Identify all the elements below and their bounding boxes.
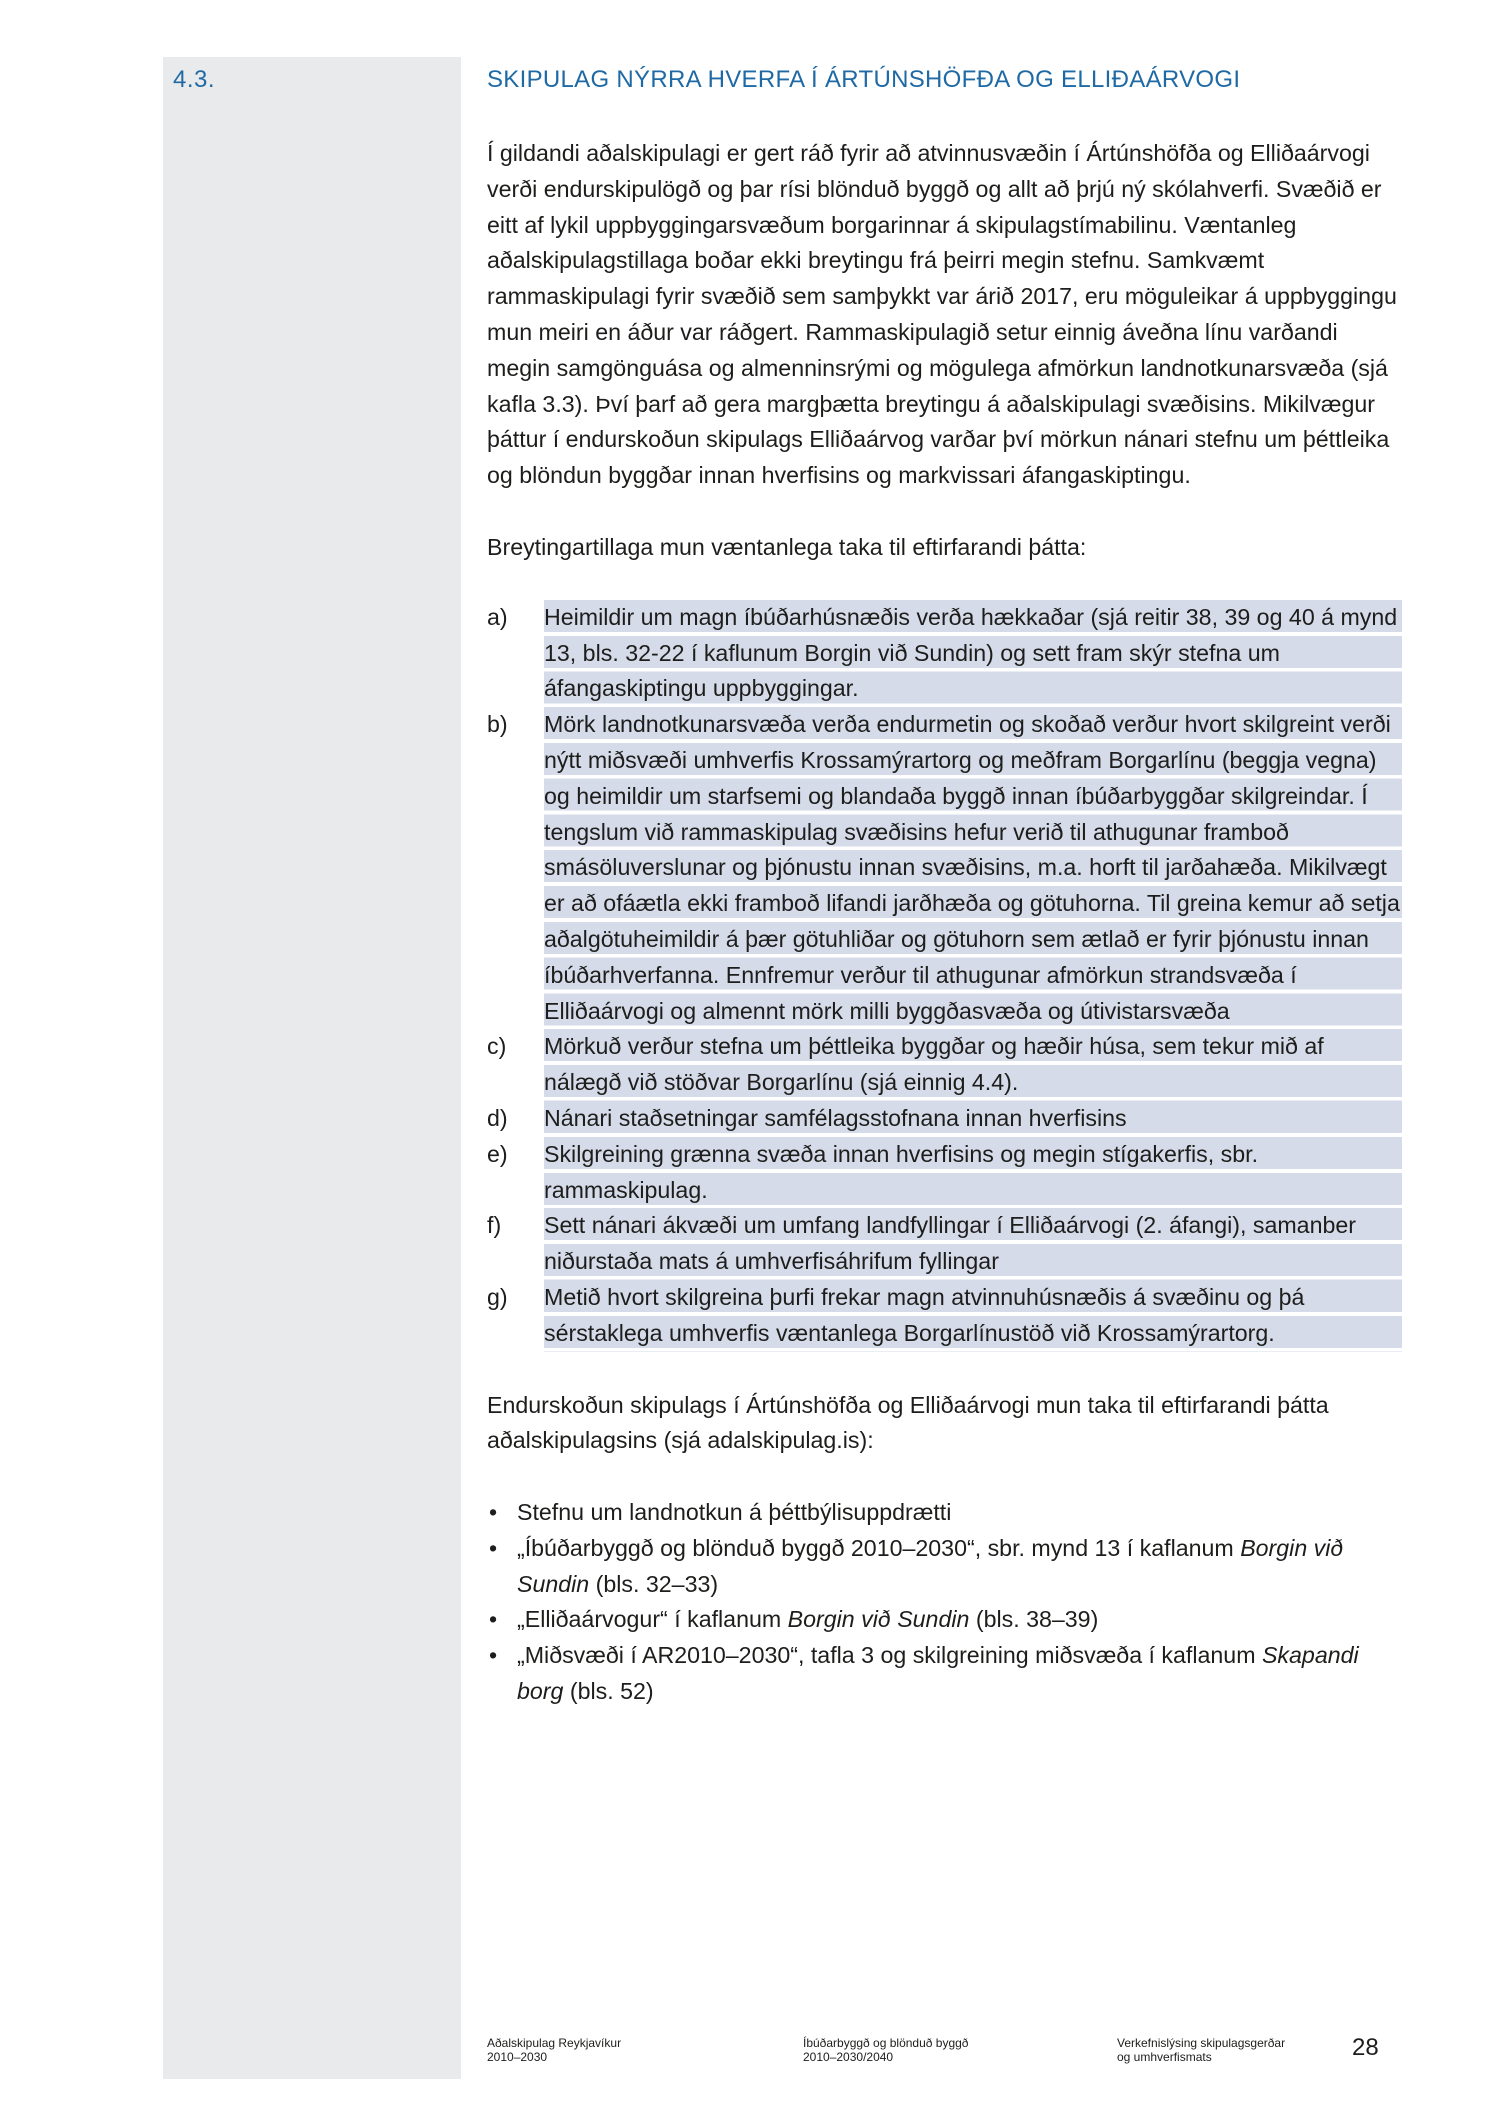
list-item-text: Mörkuð verður stefna um þéttleika byggðar og hæðir húsa, sem tekur mið af nálægð við stöðvar Borgarlínu (sjá einnig 4.4). — [544, 1033, 1324, 1096]
main-content — [487, 136, 1402, 1710]
list-item — [487, 1137, 1402, 1209]
bullet-item — [487, 1638, 1402, 1710]
list-item — [487, 707, 1402, 1029]
bullet-page-ref: (bls. 38–39) — [969, 1606, 1099, 1633]
bullet-icon: • — [489, 1642, 498, 1669]
list-item-letter: a) — [487, 600, 544, 707]
bullet-item — [487, 1531, 1402, 1603]
list-item-text: Metið hvort skilgreina þurfi frekar magn atvinnuhúsnæðis á svæðinu og þá sérstaklega umhverfis væntanlega Borgarlínustöð við Krossamýrartorg. — [544, 1283, 1305, 1346]
bullet-icon: • — [489, 1606, 498, 1633]
footer-chapter-name: Íbúðarbyggð og blönduð byggð 2010–2030/2040 — [803, 2036, 969, 2064]
list-item-letter: b) — [487, 707, 544, 1029]
list-item-letter: g) — [487, 1280, 544, 1352]
intro-paragraph: Í gildandi aðalskipulagi er gert ráð fyrir að atvinnusvæðin í Ártúnshöfða og Elliðaárvogi verði endurskipulögð og þar rísi blönduð byggð og allt að þrjú ný skólahverfi. Svæðið er eitt af lykil uppbyggingarsvæðum borgarinnar á skipulagstímabilinu. Væntanleg aðalskipulagstillaga boðar ekki breytingu frá þeirri megin stefnu. Samkvæmt rammaskipulagi fyrir svæðið sem samþykkt var árið 2017, eru möguleikar á uppbyggingu mun meiri en áður var ráðgert. Rammaskipulagið setur einnig áveðna línu varðandi megin samgönguása og almenninsrými og mögulega afmörkun landnotkunarsvæða (sjá kafla 3.3). Því þarf að gera margþætta breytingu á aðalskipulagi svæðisins. Mikilvægur þáttur í endurskoðun skipulags Elliðaárvog varðar því mörkun nánari stefnu um þéttleika og blöndun byggðar innan hverfisins og markvissari áfangaskiptingu. — [487, 140, 1397, 489]
bullet-icon: • — [489, 1499, 498, 1526]
section-title: SKIPULAG NÝRRA HVERFA Í ÁRTÚNSHÖFÐA OG ELLIÐAÁRVOGI — [487, 66, 1241, 93]
section-number: 4.3. — [173, 66, 216, 93]
bullet-italic-ref: Borgin við Sundin — [787, 1606, 970, 1633]
list-item — [487, 600, 1402, 707]
footer-report-name: Verkefnislýsing skipulagsgerðar og umhverfismats — [1117, 2036, 1286, 2064]
bullet-item — [487, 1602, 1402, 1638]
list-item — [487, 1280, 1402, 1352]
bullet-text: Stefnu um landnotkun á þéttbýlisuppdrætti — [517, 1499, 952, 1526]
list-item-letter: e) — [487, 1137, 544, 1209]
list-item-text: Heimildir um magn íbúðarhúsnæðis verða hækkaðar (sjá reitir 38, 39 og 40 á mynd 13, bls. 32-22 í kaflunum Borgin við Sundin) og sett fram skýr stefna um áfangaskiptingu uppbyggingar. — [544, 603, 1398, 702]
bullet-italic-ref: Borgin við Sundin — [517, 1534, 1344, 1597]
bullet-text: „Íbúðarbyggð og blönduð byggð 2010–2030“, sbr. mynd 13 í kaflanum — [517, 1534, 1241, 1561]
bullet-italic-ref: Skapandi borg — [517, 1642, 1359, 1705]
list-item — [487, 1029, 1402, 1101]
list-item-text: Nánari staðsetningar samfélagsstofnana innan hverfisins — [544, 1104, 1127, 1131]
bullet-item — [487, 1495, 1402, 1531]
bullet-text: „Miðsvæði í AR2010–2030“, tafla 3 og skilgreining miðsvæða í kaflanum — [517, 1642, 1262, 1669]
list-item-letter: c) — [487, 1029, 544, 1101]
bullet-page-ref: (bls. 32–33) — [589, 1570, 719, 1597]
list-lead: Breytingartillaga mun væntanlega taka til eftirfarandi þátta: — [487, 533, 1087, 560]
list-item-letter: d) — [487, 1101, 544, 1137]
list-item-letter: f) — [487, 1208, 544, 1280]
sidebar-band — [163, 57, 461, 2079]
list-item-text: Mörk landnotkunarsvæða verða endurmetin og skoðað verður hvort skilgreint verði nýtt miðsvæði umhverfis Krossamýrartorg og meðfram Borgarlínu (beggja vegna) og heimildir um starfsemi og blandaða byggð innan íbúðarbyggðar skilgreindar. Í tengslum við rammaskipulag svæðisins hefur verið til athugunar framboð smásöluverslunar og þjónustu innan svæðisins, m.a. horft til jarðahæða. Mikilvægt er að ofáætla ekki framboð lifandi jarðhæða og götuhorna. Til greina kemur að setja aðalgötuheimildir á þær götuhliðar og götuhorn sem ætlað er fyrir þjónustu innan íbúðarhverfanna. Ennfremur verður til athugunar afmörkun strandsvæða í Elliðaárvogi og almennt mörk milli byggðasvæða og útivistarsvæða — [544, 711, 1400, 1024]
list-item-text: Skilgreining grænna svæða innan hverfisins og megin stígakerfis, sbr. rammaskipulag. — [544, 1140, 1259, 1203]
footer-document-name: Aðalskipulag Reykjavíkur 2010–2030 — [487, 2036, 622, 2064]
bullet-list — [487, 1495, 1402, 1710]
page-number: 28 — [1352, 2034, 1379, 2061]
list-item — [487, 1101, 1402, 1137]
points-list — [487, 600, 1402, 1352]
list-item — [487, 1208, 1402, 1280]
bullet-icon: • — [489, 1534, 498, 1561]
closing-paragraph: Endurskoðun skipulags í Ártúnshöfða og Elliðaárvogi mun taka til eftirfarandi þátta aðalskipulagsins (sjá adalskipulag.is): — [487, 1391, 1329, 1454]
bullet-page-ref: (bls. 52) — [563, 1678, 654, 1705]
bullet-text: „Elliðaárvogur“ í kaflanum — [517, 1606, 788, 1633]
list-item-text: Sett nánari ákvæði um umfang landfyllingar í Elliðaárvogi (2. áfangi), samanber niðurstaða mats á umhverfisáhrifum fyllingar — [544, 1212, 1356, 1275]
